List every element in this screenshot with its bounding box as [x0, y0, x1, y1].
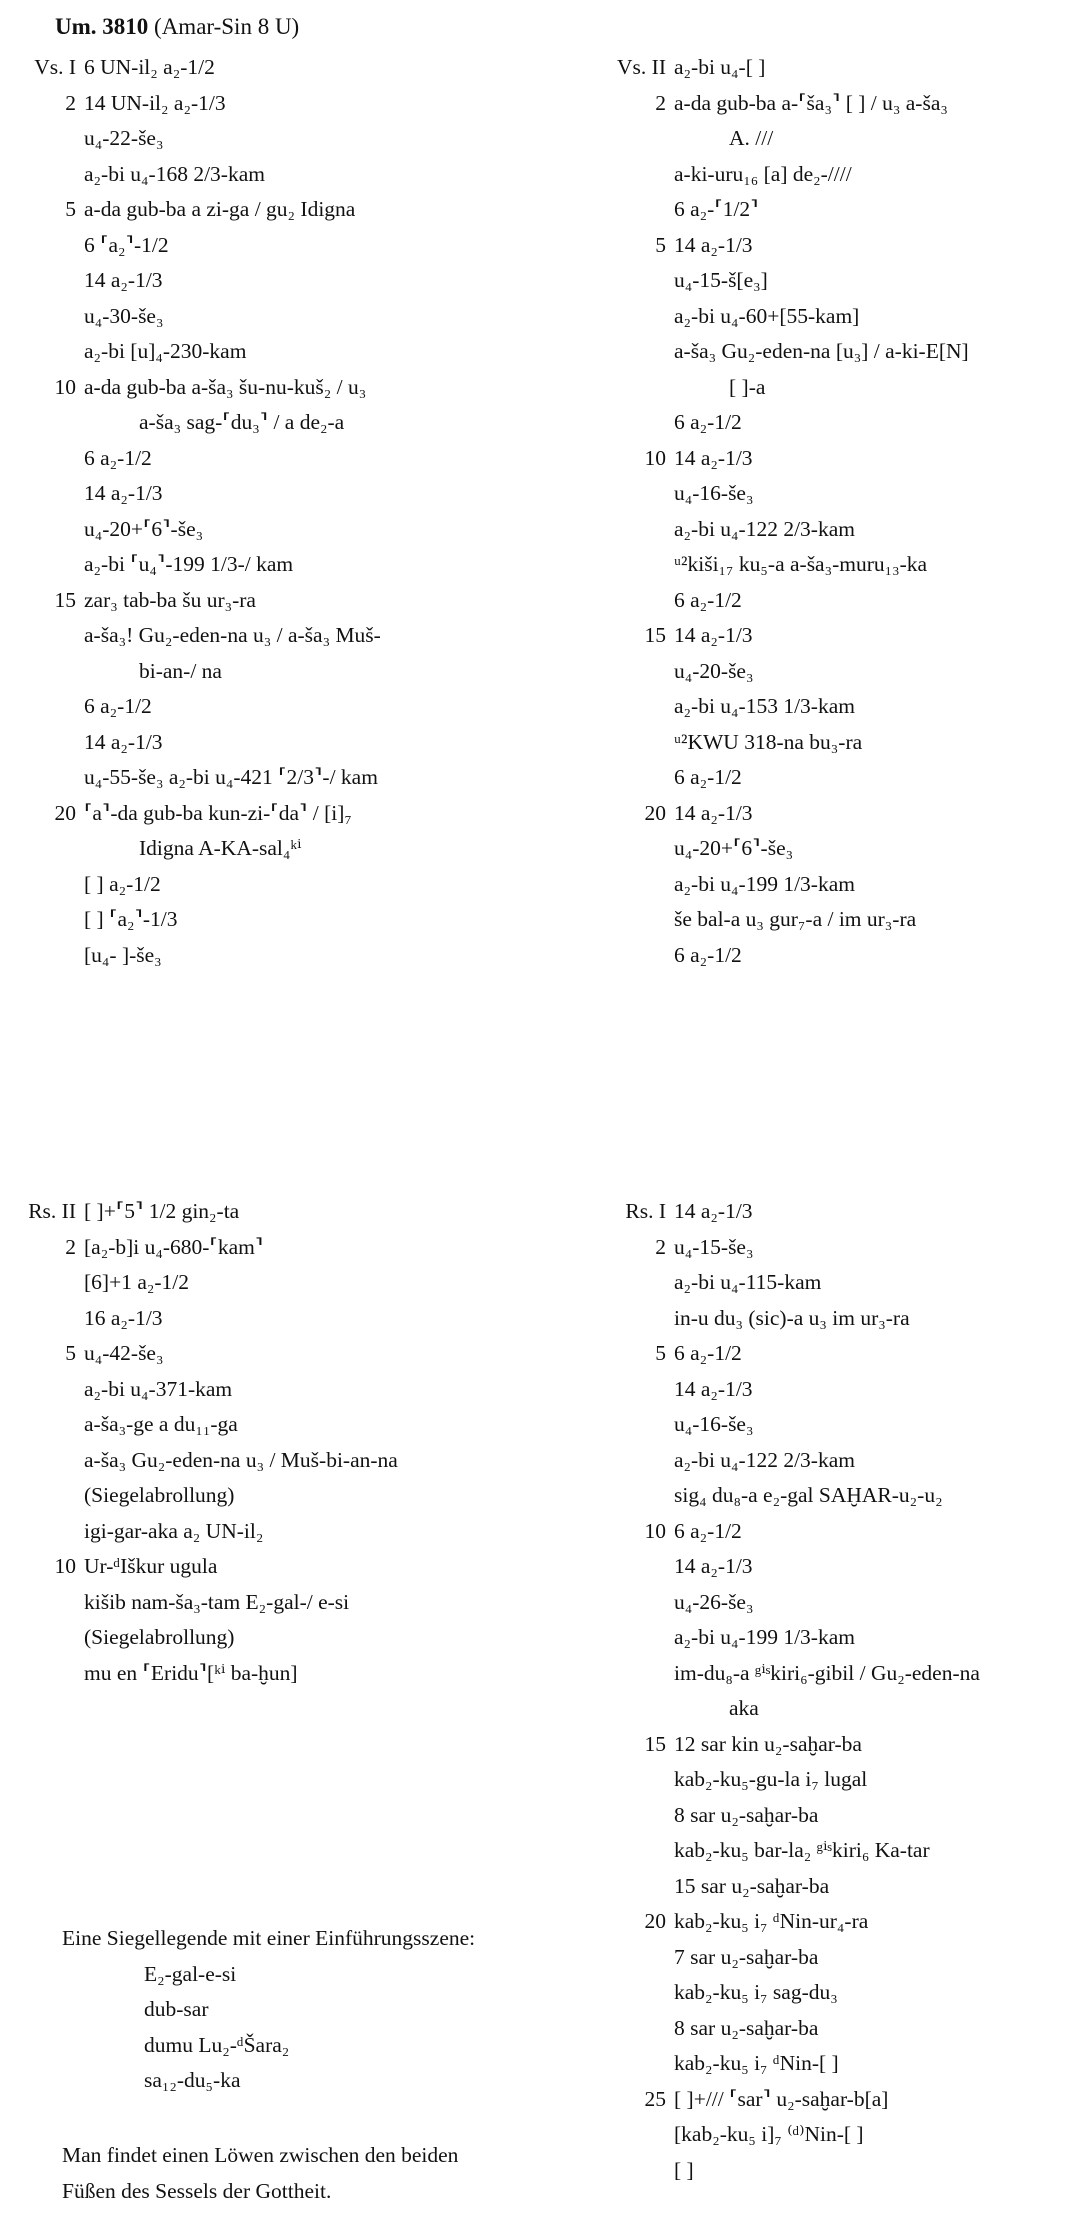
line-text: kišib nam-ša₃-tam E₂-gal-/ e-si	[84, 1589, 350, 1614]
line-text: a₂-bi u₄-168 2/3-kam	[84, 161, 265, 186]
transliteration-line	[590, 121, 1086, 157]
line-text: im-du₈-a ᵍⁱˢkiri₆-gibil / Gu₂-eden-na	[674, 1660, 980, 1685]
line-number: 2	[65, 1234, 76, 1259]
line-text: (Siegelabrollung)	[84, 1483, 235, 1507]
transliteration-line	[590, 760, 1086, 796]
transliteration-line	[590, 2011, 1086, 2047]
transliteration-line	[590, 50, 1086, 86]
line-number: 15	[644, 623, 666, 647]
line-text: a-da gub-ba a-ša₃ šu-nu-kuš₂ / u₃	[84, 374, 367, 399]
transliteration-line	[590, 938, 1086, 974]
line-text: 14 a₂-1/3	[674, 1199, 753, 1223]
transliteration-line	[0, 192, 500, 228]
line-text: a₂-bi u₄-122 2/3-kam	[674, 516, 855, 541]
transliteration-line	[0, 405, 500, 441]
transliteration-line	[590, 654, 1086, 690]
line-text: a₂-bi u₄-371-kam	[84, 1376, 233, 1401]
tablet-number: Um. 3810	[55, 14, 149, 39]
transliteration-line	[0, 867, 500, 903]
note-line	[62, 2174, 542, 2210]
transliteration-line	[590, 831, 1086, 867]
line-text: 14 a₂-1/3	[84, 268, 163, 292]
line-text: u₄-20+⸢6⸣-še₃	[674, 836, 794, 860]
note-text: E₂-gal-e-si	[144, 1961, 237, 1986]
transliteration-line	[0, 1372, 500, 1408]
line-text: še bal-a u₃ gur₇-a / im ur₃-ra	[674, 907, 917, 931]
line-text: 15 sar u₂-saḫar-ba	[674, 1873, 830, 1898]
transliteration-line	[590, 263, 1086, 299]
transliteration-line	[590, 1727, 1086, 1763]
note-line	[62, 1921, 542, 1957]
line-text: u₄-26-še₃	[674, 1589, 754, 1614]
transliteration-line	[590, 2082, 1086, 2118]
line-text: 6 a₂-1/2	[674, 1518, 742, 1543]
line-text: aka	[729, 1696, 759, 1720]
transliteration-line	[0, 1301, 500, 1337]
line-text: 12 sar kin u₂-saḫar-ba	[674, 1731, 862, 1756]
line-text: u₄-30-še₃	[84, 303, 164, 328]
line-text: u₄-20+⸢6⸣-še₃	[84, 516, 204, 541]
transliteration-line	[590, 1336, 1086, 1372]
transliteration-line	[590, 1798, 1086, 1834]
line-number: Vs. I	[34, 55, 76, 79]
line-number: 10	[54, 1554, 76, 1578]
column-reverse-i	[590, 1194, 1086, 2188]
transliteration-line	[590, 228, 1086, 264]
note-line	[62, 1957, 542, 1993]
line-text: a₂-bi ⸢u₄⸣-199 1/3-/ kam	[84, 552, 294, 576]
line-text: 6 ⸢a₂⸣-1/2	[84, 232, 169, 257]
line-text: 14 a₂-1/3	[674, 445, 753, 470]
transliteration-line	[590, 725, 1086, 761]
note-line	[62, 2028, 542, 2064]
transliteration-line	[590, 1301, 1086, 1337]
transliteration-line	[0, 1585, 500, 1621]
transliteration-line	[0, 1265, 500, 1301]
transliteration-line	[590, 299, 1086, 335]
line-text: 6 a₂-1/2	[674, 410, 742, 434]
tablet-date: (Amar-Sin 8 U)	[154, 14, 300, 39]
column-obverse-ii	[590, 50, 1086, 973]
transliteration-line	[590, 334, 1086, 370]
transliteration-line	[0, 689, 500, 725]
line-text: 6 a₂-1/2	[84, 694, 152, 718]
transliteration-line	[0, 512, 500, 548]
transliteration-line	[0, 618, 500, 654]
line-text: [u₄- ]-še₃	[84, 942, 162, 967]
transliteration-line	[0, 1443, 500, 1479]
transliteration-line	[0, 583, 500, 619]
transliteration-line	[590, 2117, 1086, 2153]
transliteration-line	[0, 1620, 500, 1656]
line-text: bi-an-/ na	[139, 658, 222, 683]
line-text: a-ša₃ Gu₂-eden-na u₃ / Muš-bi-an-na	[84, 1447, 398, 1472]
transliteration-line	[0, 760, 500, 796]
line-text: a-ša₃-ge a du₁₁-ga	[84, 1412, 238, 1436]
line-text: kab₂-ku₅ i₇ sag-du₃	[674, 1980, 838, 2004]
transliteration-line	[590, 1407, 1086, 1443]
transliteration-line	[590, 1478, 1086, 1514]
line-number: 10	[54, 374, 76, 399]
note-text: Eine Siegellegende mit einer Einführungsszene:	[62, 1926, 476, 1950]
line-text: a-ki-uru₁₆ [a] de₂-////	[674, 161, 852, 186]
transliteration-line	[590, 1549, 1086, 1585]
line-text: 14 UN-il₂ a₂-1/3	[84, 90, 226, 115]
line-text: igi-gar-aka a₂ UN-il₂	[84, 1518, 264, 1543]
transliteration-line	[0, 86, 500, 122]
column-obverse-i	[0, 50, 500, 973]
transliteration-line	[0, 1549, 500, 1585]
transliteration-line	[590, 583, 1086, 619]
line-text: [ ]-a	[729, 374, 766, 399]
line-text: [ ] ⸢a₂⸣-1/3	[84, 907, 178, 931]
line-text: 6 a₂-⸢1/2⸣	[674, 197, 759, 221]
line-text: 14 a₂-1/3	[674, 1376, 753, 1401]
transliteration-line	[590, 2153, 1086, 2189]
transliteration-line	[0, 938, 500, 974]
transliteration-line	[0, 1656, 500, 1692]
transliteration-line	[0, 50, 500, 86]
transliteration-line	[590, 370, 1086, 406]
note-text: Füßen des Sessels der Gottheit.	[62, 2178, 332, 2203]
transliteration-line	[590, 1194, 1086, 1230]
transliteration-line	[590, 1833, 1086, 1869]
transliteration-line	[590, 1904, 1086, 1940]
note-text: dumu Lu₂-ᵈŠara₂	[144, 2032, 290, 2057]
line-text: a-da gub-ba a-⸢ša₃⸣ [ ] / u₃ a-ša₃	[674, 90, 948, 115]
line-text: [6]+1 a₂-1/2	[84, 1270, 189, 1294]
transliteration-line	[0, 547, 500, 583]
line-number: 5	[655, 232, 666, 257]
transliteration-line	[0, 725, 500, 761]
line-text: ᵘ²kiši₁₇ ku₅-a a-ša₃-muru₁₃-ka	[674, 552, 928, 576]
transliteration-line	[0, 1194, 500, 1230]
transliteration-line	[0, 370, 500, 406]
line-text: 6 UN-il₂ a₂-1/2	[84, 55, 215, 79]
line-number: 20	[644, 800, 666, 825]
line-text: kab₂-ku₅ i₇ ᵈNin-ur₄-ra	[674, 1909, 869, 1933]
line-text: a₂-bi u₄-[ ]	[674, 55, 766, 79]
transliteration-line	[0, 654, 500, 690]
line-text: a-da gub-ba a zi-ga / gu₂ Idigna	[84, 197, 356, 221]
line-text: ⸢a⸣-da gub-ba kun-zi-⸢da⸣ / [i]₇	[84, 800, 352, 825]
transliteration-line	[0, 1230, 500, 1266]
transliteration-line	[0, 228, 500, 264]
transliteration-line	[590, 157, 1086, 193]
line-text: 6 a₂-1/2	[674, 942, 742, 967]
line-text: a₂-bi u₄-153 1/3-kam	[674, 694, 855, 718]
line-number: 10	[644, 445, 666, 470]
line-text: u₄-55-še₃ a₂-bi u₄-421 ⸢2/3⸣-/ kam	[84, 765, 378, 789]
transliteration-line	[590, 689, 1086, 725]
line-text: 14 a₂-1/3	[674, 623, 753, 647]
transliteration-line	[0, 476, 500, 512]
transliteration-line	[590, 547, 1086, 583]
transliteration-line	[0, 902, 500, 938]
transliteration-line	[0, 1478, 500, 1514]
line-text: u₄-15-še₃	[674, 1234, 754, 1259]
line-text: u₄-20-še₃	[674, 658, 754, 683]
transliteration-line	[590, 405, 1086, 441]
line-text: 7 sar u₂-saḫar-ba	[674, 1944, 819, 1969]
line-text: [kab₂-ku₅ i]₇ ⁽ᵈ⁾Nin-[ ]	[674, 2122, 864, 2146]
line-text: zar₃ tab-ba šu ur₃-ra	[84, 587, 256, 612]
line-number: 5	[655, 1341, 666, 1365]
note-line	[62, 2063, 542, 2099]
line-text: 6 a₂-1/2	[674, 1341, 742, 1365]
transliteration-line	[590, 512, 1086, 548]
transliteration-line	[0, 299, 500, 335]
seal-description-note	[62, 2138, 542, 2209]
line-text: A. ///	[729, 126, 774, 150]
line-text: [ ] a₂-1/2	[84, 871, 161, 896]
transliteration-line	[590, 618, 1086, 654]
line-text: u₄-22-še₃	[84, 126, 164, 150]
transliteration-line	[590, 1656, 1086, 1692]
line-number: Rs. I	[625, 1199, 666, 1223]
transliteration-line	[590, 1975, 1086, 2011]
transliteration-line	[590, 1265, 1086, 1301]
line-text: a₂-bi u₄-115-kam	[674, 1270, 822, 1294]
line-text: u₄-16-še₃	[674, 1412, 754, 1436]
note-text: dub-sar	[144, 1997, 209, 2021]
line-text: 8 sar u₂-saḫar-ba	[674, 1802, 819, 1827]
transliteration-line	[590, 86, 1086, 122]
note-text: Man findet einen Löwen zwischen den beiden	[62, 2143, 459, 2167]
transliteration-line	[590, 476, 1086, 512]
line-number: 2	[65, 90, 76, 115]
line-text: mu en ⸢Eridu⸣[ᵏⁱ ba-ḫun]	[84, 1660, 298, 1685]
transliteration-line	[590, 1620, 1086, 1656]
transliteration-line	[590, 1585, 1086, 1621]
transliteration-line	[590, 2046, 1086, 2082]
transliteration-line	[590, 1762, 1086, 1798]
transliteration-line	[0, 441, 500, 477]
document-header	[55, 14, 299, 40]
column-reverse-ii	[0, 1194, 500, 1691]
note-line	[62, 2138, 542, 2174]
transliteration-line	[590, 1940, 1086, 1976]
line-number: 25	[644, 2086, 666, 2111]
line-number: 15	[54, 587, 76, 612]
line-text: a₂-bi u₄-122 2/3-kam	[674, 1447, 855, 1472]
note-text: sa₁₂-du₅-ka	[144, 2068, 241, 2092]
transliteration-line	[0, 1336, 500, 1372]
line-text: 16 a₂-1/3	[84, 1305, 163, 1330]
line-text: sig₄ du₈-a e₂-gal SAḪAR-u₂-u₂	[674, 1483, 943, 1507]
transliteration-line	[590, 441, 1086, 477]
line-text: [ ]+/// ⸢sar⸣ u₂-saḫar-b[a]	[674, 2086, 889, 2111]
line-number: 5	[65, 1341, 76, 1365]
line-text: Ur-ᵈIškur ugula	[84, 1554, 218, 1578]
transliteration-line	[0, 334, 500, 370]
transliteration-line	[590, 902, 1086, 938]
line-text: Idigna A-KA-sal₄ᵏⁱ	[139, 836, 302, 860]
line-number: 2	[655, 90, 666, 115]
line-text: 6 a₂-1/2	[84, 445, 152, 470]
line-number: 2	[655, 1234, 666, 1259]
transliteration-line	[0, 1407, 500, 1443]
seal-legend-note	[62, 1921, 542, 2099]
line-number: 15	[644, 1731, 666, 1756]
line-text: 14 a₂-1/3	[674, 232, 753, 257]
line-text: a-ša₃ Gu₂-eden-na [u₃] / a-ki-E[N]	[674, 339, 969, 363]
transliteration-line	[0, 263, 500, 299]
line-text: a₂-bi u₄-60+[55-kam]	[674, 303, 860, 328]
line-number: Vs. II	[617, 55, 666, 79]
transliteration-line	[590, 1514, 1086, 1550]
line-text: kab₂-ku₅ bar-la₂ ᵍⁱˢkiri₆ Ka-tar	[674, 1838, 930, 1862]
line-number: 20	[644, 1909, 666, 1933]
line-text: [ ]+⸢5⸣ 1/2 gin₂-ta	[84, 1199, 240, 1223]
transliteration-line	[0, 831, 500, 867]
line-text: [ ]	[674, 2157, 694, 2182]
line-text: kab₂-ku₅ i₇ ᵈNin-[ ]	[674, 2051, 839, 2075]
transliteration-line	[590, 1869, 1086, 1905]
line-text: a-ša₃ sag-⸢du₃⸣ / a de₂-a	[139, 410, 345, 434]
transliteration-line	[590, 867, 1086, 903]
line-text: 8 sar u₂-saḫar-ba	[674, 2015, 819, 2040]
line-number: 5	[65, 197, 76, 221]
line-text: [a₂-b]i u₄-680-⸢kam⸣	[84, 1234, 264, 1259]
line-number: Rs. II	[28, 1199, 76, 1223]
line-text: u₄-16-še₃	[674, 481, 754, 505]
line-text: 6 a₂-1/2	[674, 587, 742, 612]
transliteration-line	[590, 1230, 1086, 1266]
line-text: a₂-bi u₄-199 1/3-kam	[674, 871, 855, 896]
line-text: ᵘ²KWU 318-na bu₃-ra	[674, 729, 863, 754]
note-line	[62, 1992, 542, 2028]
line-text: 14 a₂-1/3	[84, 481, 163, 505]
line-text: a-ša₃! Gu₂-eden-na u₃ / a-ša₃ Muš-	[84, 623, 381, 647]
line-number: 10	[644, 1518, 666, 1543]
line-text: 14 a₂-1/3	[674, 1554, 753, 1578]
line-number: 20	[54, 800, 76, 825]
transliteration-line	[0, 1514, 500, 1550]
transliteration-line	[590, 1691, 1086, 1727]
line-text: a₂-bi u₄-199 1/3-kam	[674, 1625, 855, 1649]
line-text: in-u du₃ (sic)-a u₃ im ur₃-ra	[674, 1305, 910, 1330]
line-text: 6 a₂-1/2	[674, 765, 742, 789]
transliteration-line	[0, 121, 500, 157]
transliteration-line	[590, 1443, 1086, 1479]
transliteration-line	[590, 192, 1086, 228]
transliteration-line	[590, 1372, 1086, 1408]
line-text: 14 a₂-1/3	[84, 729, 163, 754]
line-text: u₄-42-še₃	[84, 1341, 164, 1365]
line-text: 14 a₂-1/3	[674, 800, 753, 825]
line-text: (Siegelabrollung)	[84, 1625, 235, 1649]
line-text: kab₂-ku₅-gu-la i₇ lugal	[674, 1767, 868, 1791]
transliteration-line	[590, 796, 1086, 832]
line-text: u₄-15-š[e₃]	[674, 268, 768, 292]
line-text: a₂-bi [u]₄-230-kam	[84, 339, 247, 363]
transliteration-line	[0, 157, 500, 193]
transliteration-line	[0, 796, 500, 832]
